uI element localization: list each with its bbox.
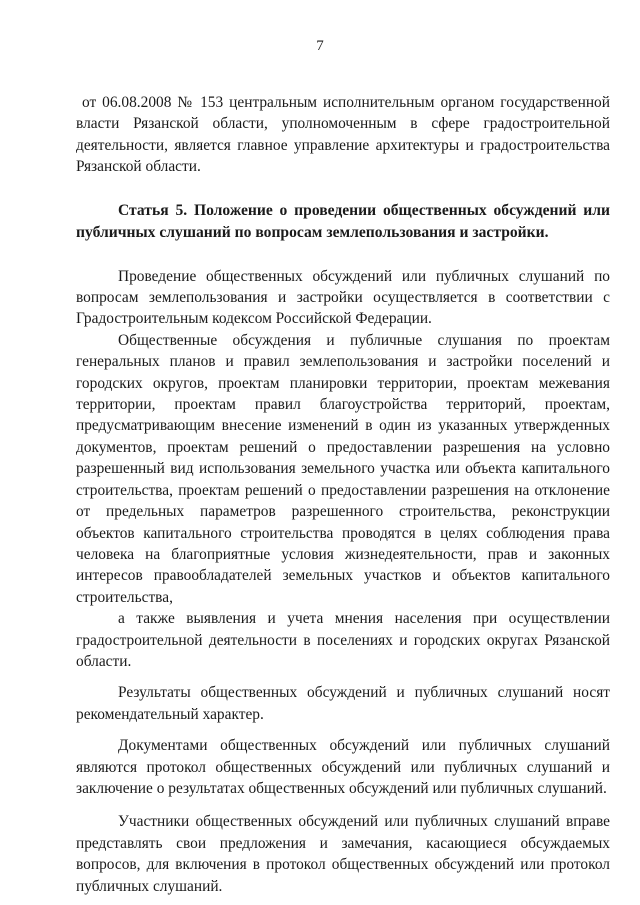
paragraph: Результаты общественных обсуждений и публичных слушаний носят рекомендательный характер. xyxy=(76,684,610,723)
paragraph: Участники общественных обсуждений или публичных слушаний вправе представлять свои предложения и замечания, касающиеся обсуждаемых вопросов, для включения в протокол общественных обсуждений или протокол публичных слушаний. xyxy=(76,813,610,895)
paragraph: Документами общественных обсуждений или публичных слушаний являются протокол общественных обсуждений или публичных слушаний и заключение о результатах общественных обсуждений или публичных слушаний. xyxy=(76,737,610,797)
document-body xyxy=(76,92,610,897)
paragraph: а также выявления и учета мнения населения при осуществлении градостроительной деятельности в поселениях и городских округах Рязанской области. xyxy=(76,610,610,670)
page-number: 7 xyxy=(316,38,324,54)
article-heading: Статья 5. Положение о проведении общественных обсуждений или публичных слушаний по вопросам землепользования и застройки. xyxy=(76,201,610,241)
paragraph: Общественные обсуждения и публичные слушания по проектам генеральных планов и правил землепользования и застройки поселений и городских округов, проектам планировки территории, проектам межевания территории, проектам правил благоустройства территорий, проектам, предусматривающим внесение изменений в один из указанных утвержденных документов, проектам решений о предоставлении разрешения на условно разрешенный вид использования земельного участка или объекта капитального строительства, проектам решений о предоставлении разрешения на отклонение от предельных параметров разрешенного строительства, реконструкции объектов капитального строительства проводятся в целях соблюдения права человека на благоприятные условия жизнедеятельности, прав и законных интересов правообладателей земельных участков и объектов капитального строительства, xyxy=(76,331,610,606)
paragraph: Проведение общественных обсуждений или публичных слушаний по вопросам землепользования и застройки осуществляется в соответствии с Градостроительным кодексом Российской Федерации. xyxy=(76,267,610,328)
paragraph-continuation: от 06.08.2008 № 153 центральным исполнительным органом государственной власти Рязанской области, уполномоченным в сфере градостроительной деятельности, является главное управление архитектуры и градостроительства Рязанской области. xyxy=(76,94,610,176)
